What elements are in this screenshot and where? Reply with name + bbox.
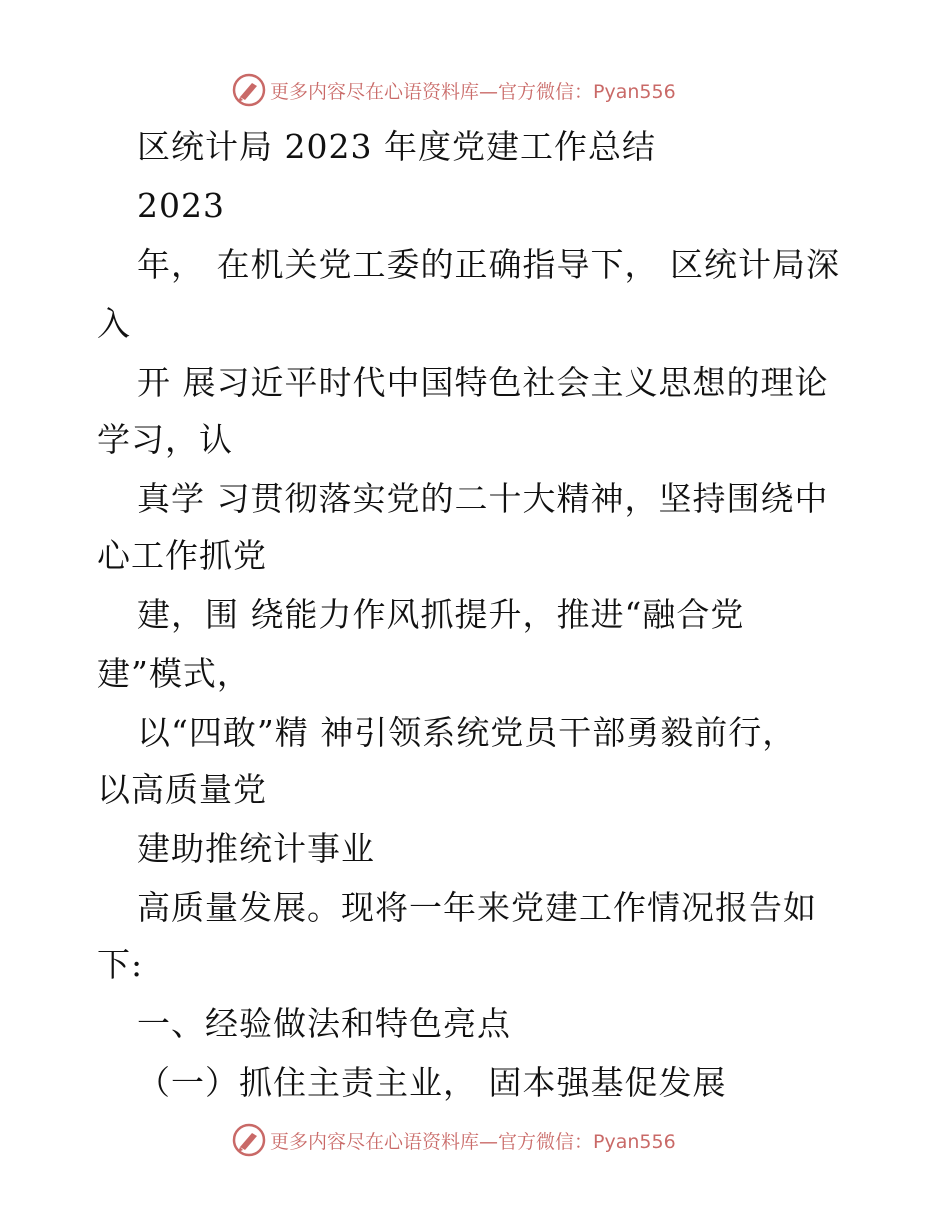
paragraph-line: 建，围 绕能力作风抓提升，推进“融合党 [137,595,745,634]
document-title: 区统计局 2023 年度党建工作总结 [137,127,656,166]
pen-logo-icon [232,73,266,107]
section-heading: 一、经验做法和特色亮点 [137,1004,511,1043]
paragraph-line: 以“四敢”精 神引领系统党员干部勇毅前行， [137,713,797,752]
paragraph-line: 真学 习贯彻落实党的二十大精神，坚持围绕中 [137,479,829,518]
paragraph-line: 学习，认 [97,420,233,459]
watermark-header [232,70,676,110]
paragraph-line: 以高质量党 [97,770,267,809]
paragraph-line: 年， 在机关党工委的正确指导下， 区统计局深 [137,245,840,284]
paragraph-line: 下: [97,945,144,984]
pen-logo-icon [232,1123,266,1157]
paragraph-line: 开 展习近平时代中国特色社会主义思想的理论 [137,363,829,402]
paragraph-line: 高质量发展。现将一年来党建工作情况报告如 [137,888,817,927]
watermark-text: 更多内容尽在心语资料库—官方微信：Pyan556 [270,1130,676,1153]
paragraph-line: 建”模式， [97,654,251,693]
watermark-footer [232,1120,676,1160]
paragraph-line: 2023 [137,186,225,225]
paragraph-line: 心工作抓党 [97,536,267,575]
paragraph-line: 建助推统计事业 [137,829,375,868]
watermark-text: 更多内容尽在心语资料库—官方微信：Pyan556 [270,80,676,103]
paragraph-line: 入 [97,304,131,343]
subsection-heading: （一）抓住主责主业， 固本强基促发展 [137,1063,727,1102]
